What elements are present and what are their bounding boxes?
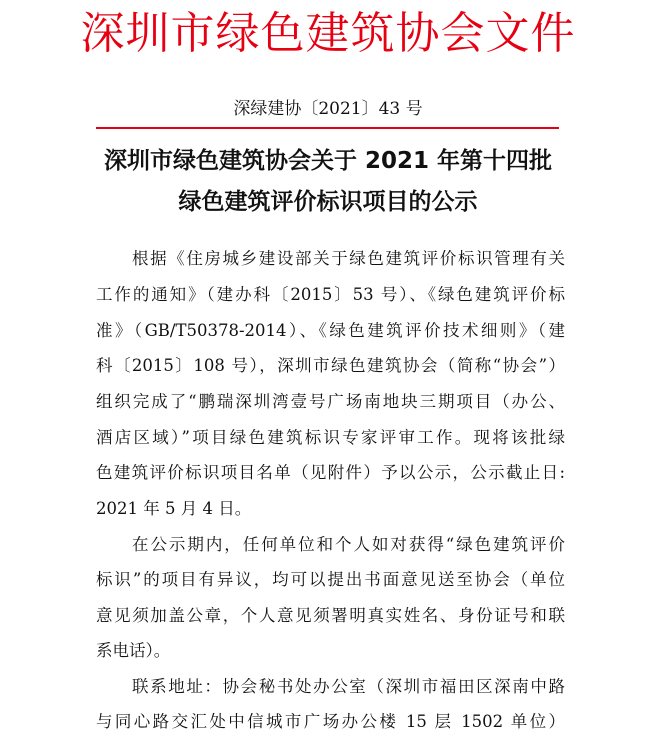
body-line: 工作的通知》（建办科〔2015〕53 号）、《绿色建筑评价标 [96, 285, 565, 304]
document-number: 深绿建协〔2021〕43 号 [233, 99, 423, 119]
headline-line-2: 绿色建筑评价标识项目的公示 [178, 189, 478, 215]
body-line: 科〔2015〕108 号），深圳市绿色建筑协会（简称“协会”） [96, 356, 565, 375]
body-line: 意见须加盖公章，个人意见须署明真实姓名、身份证号和联 [96, 606, 565, 625]
body-line: 系电话）。 [96, 641, 171, 660]
body-line: 2021 年 5 月 4 日。 [96, 499, 252, 518]
body-line: 色建筑评价标识项目名单（见附件）予以公示，公示截止日: [96, 463, 565, 482]
body-line: 标识”的项目有异议，均可以提出书面意见送至协会（单位 [96, 570, 565, 589]
body-line: 组织完成了“鹏瑞深圳湾壹号广场南地块三期项目（办公、 [96, 392, 565, 411]
red-divider [96, 127, 559, 129]
body-line: 准》（GB/T50378-2014）、《绿色建筑评价技术细则》（建 [96, 321, 565, 340]
headline-line-1: 深圳市绿色建筑协会关于 2021 年第十四批 [103, 148, 553, 174]
body-line: 根据《住房城乡建设部关于绿色建筑评价标识管理有关 [132, 249, 565, 268]
body-line: 在公示期内，任何单位和个人如对获得“绿色建筑评价 [132, 535, 565, 554]
issuer-title: 深圳市绿色建筑协会文件 [80, 8, 576, 59]
body-line: 联系地址：协会秘书处办公室（深圳市福田区深南中路 [132, 677, 565, 696]
body-line: 与同心路交汇处中信城市广场办公楼 15 层 1502 单位） [96, 712, 565, 731]
body-line: 酒店区域）”项目绿色建筑标识专家评审工作。现将该批绿 [96, 428, 565, 447]
